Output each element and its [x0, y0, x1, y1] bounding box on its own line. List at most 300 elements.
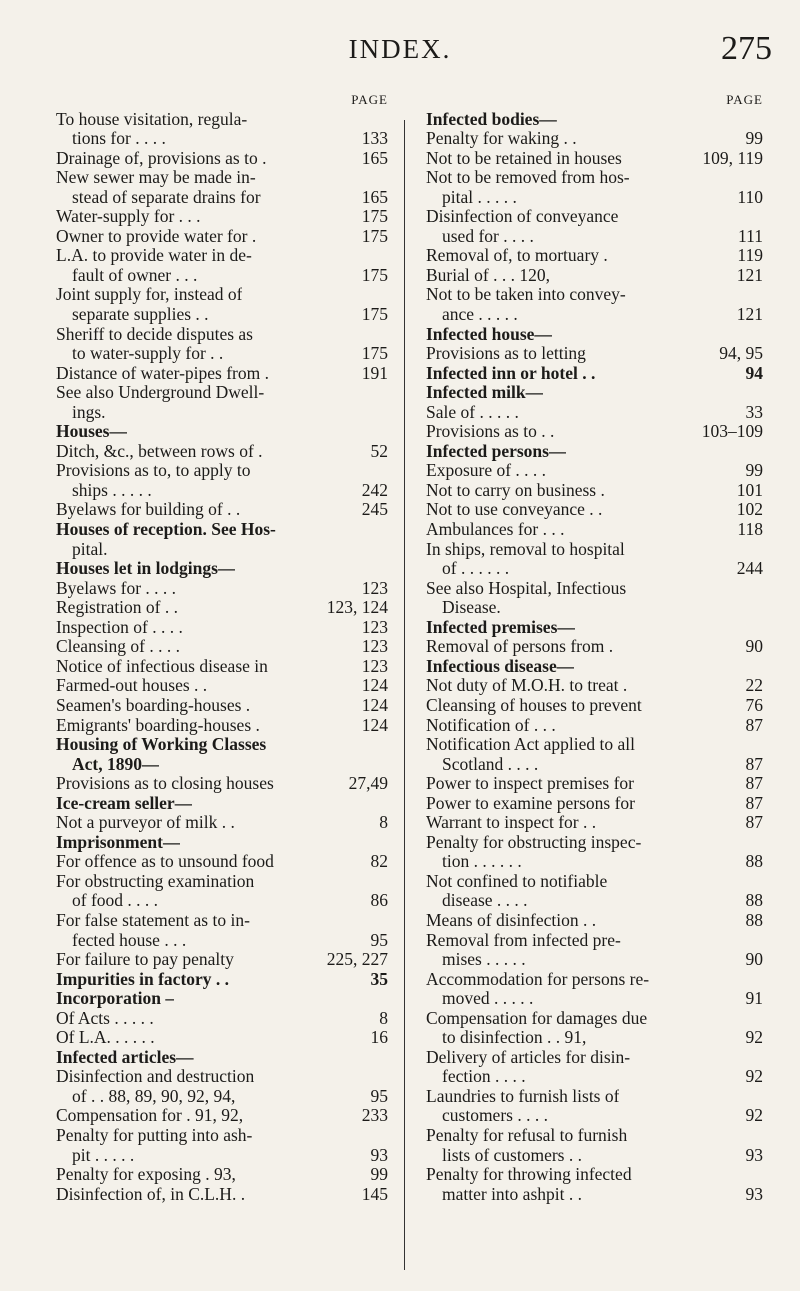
entry-page-ref: 175	[361, 344, 388, 364]
index-heading	[426, 325, 763, 345]
index-entry	[56, 1087, 388, 1107]
entry-page-ref: 233	[361, 1106, 388, 1126]
index-entry	[56, 1146, 388, 1166]
entry-text: Not to be retained in houses	[426, 148, 622, 168]
entry-text: Provisions as to, to apply to	[56, 461, 251, 481]
entry-text: Infected persons—	[426, 441, 567, 461]
index-entry	[426, 1048, 763, 1068]
index-entry	[426, 872, 763, 892]
index-heading	[56, 755, 388, 775]
entry-page-ref: 121	[736, 305, 763, 325]
entry-text: Infected house—	[426, 324, 552, 344]
entry-text: Not to be removed from hos-	[426, 168, 630, 188]
entry-text: Not to be taken into convey-	[426, 285, 626, 305]
entry-text: Provisions as to closing houses	[56, 774, 274, 794]
entry-page-ref: 94	[745, 363, 763, 383]
index-entry	[56, 540, 388, 560]
entry-text: Sale of . . . . .	[426, 402, 519, 422]
entry-text: Emigrants' boarding-houses .	[56, 715, 260, 735]
entry-page-ref: 92	[745, 1067, 763, 1087]
index-entry	[426, 1028, 763, 1048]
index-entry	[426, 481, 763, 501]
entry-text: Removal of persons from .	[426, 637, 614, 657]
entry-text: disease . . . .	[442, 891, 528, 911]
index-heading	[426, 110, 763, 130]
index-entry	[426, 813, 763, 833]
entry-page-ref: 121	[736, 265, 763, 285]
entry-page-ref: 118	[737, 520, 763, 540]
entry-page-ref: 111	[738, 226, 763, 246]
entry-text: used for . . . .	[442, 226, 534, 246]
index-entry	[426, 891, 763, 911]
entry-page-ref: 119	[737, 246, 763, 266]
index-entry	[56, 110, 388, 130]
index-entry	[426, 227, 763, 247]
entry-text: Sheriff to decide disputes as	[56, 324, 253, 344]
index-entry	[426, 676, 763, 696]
index-entry	[56, 1165, 388, 1185]
entry-text: fection . . . .	[442, 1067, 526, 1087]
index-entry	[56, 305, 388, 325]
entry-page-ref: 165	[361, 187, 388, 207]
entry-page-ref: 123	[361, 617, 388, 637]
entry-text: Penalty for refusal to furnish	[426, 1125, 628, 1145]
entry-page-ref: 91	[745, 989, 763, 1009]
entry-text: Penalty for exposing . 93,	[56, 1165, 236, 1185]
index-heading	[426, 383, 763, 403]
entry-page-ref: 99	[745, 461, 763, 481]
entry-page-ref: 242	[361, 480, 388, 500]
index-entry	[56, 931, 388, 951]
entry-text: of food . . . .	[72, 891, 159, 911]
entry-text: moved . . . . .	[442, 989, 534, 1009]
entry-page-ref: 82	[370, 852, 388, 872]
entry-text: Infected bodies—	[426, 109, 557, 129]
index-entry	[426, 931, 763, 951]
entry-text: Not confined to notifiable	[426, 871, 608, 891]
entry-page-ref: 123, 124	[326, 598, 388, 618]
entry-text: pital.	[72, 539, 108, 559]
entry-text: Ditch, &c., between rows of .	[56, 441, 263, 461]
entry-page-ref: 8	[379, 813, 388, 833]
index-entry	[56, 852, 388, 872]
entry-text: Drainage of, provisions as to .	[56, 148, 267, 168]
entry-page-ref: 88	[745, 891, 763, 911]
index-entry	[426, 207, 763, 227]
entry-text: Joint supply for, instead of	[56, 285, 243, 305]
index-entry	[426, 1009, 763, 1029]
entry-text: to water-supply for . .	[72, 344, 224, 364]
index-entry	[426, 149, 763, 169]
entry-text: Housing of Working Classes	[56, 735, 267, 755]
entry-text: Disinfection of, in C.L.H. .	[56, 1184, 246, 1204]
entry-text: Notification Act applied to all	[426, 735, 635, 755]
entry-text: Disease.	[442, 598, 501, 618]
entry-text: Not a purveyor of milk . .	[56, 813, 235, 833]
index-heading	[56, 989, 388, 1009]
entry-page-ref: 102	[736, 500, 763, 520]
entry-text: Cleansing of houses to prevent	[426, 695, 642, 715]
entry-text: Penalty for obstructing inspec-	[426, 832, 642, 852]
entry-text: pital . . . . .	[442, 187, 517, 207]
index-entry	[426, 989, 763, 1009]
entry-text: Of L.A. . . . . .	[56, 1028, 155, 1048]
entry-text: fault of owner . . .	[72, 265, 198, 285]
entry-text: Burial of . . . 120,	[426, 265, 550, 285]
index-heading	[426, 442, 763, 462]
index-entry	[426, 1185, 763, 1205]
index-entry	[56, 1009, 388, 1029]
entry-text: Infected articles—	[56, 1047, 194, 1067]
index-entry	[56, 246, 388, 266]
entry-page-ref: 33	[745, 402, 763, 422]
entry-page-ref: 93	[745, 1184, 763, 1204]
entry-page-ref: 52	[370, 441, 388, 461]
index-entry	[426, 598, 763, 618]
index-entry	[56, 364, 388, 384]
index-entry	[56, 676, 388, 696]
index-column-right	[426, 90, 763, 1204]
index-entry	[426, 950, 763, 970]
entry-text: See also Underground Dwell-	[56, 383, 265, 403]
entry-page-ref: 93	[370, 1145, 388, 1165]
entry-page-ref: 76	[745, 695, 763, 715]
index-entry	[56, 872, 388, 892]
entry-text: Notice of infectious disease in	[56, 656, 268, 676]
index-entry	[426, 246, 763, 266]
index-heading	[56, 794, 388, 814]
entry-page-ref: 92	[745, 1028, 763, 1048]
entry-text: Act, 1890—	[72, 754, 160, 774]
index-entry	[426, 852, 763, 872]
index-entry	[426, 403, 763, 423]
entry-text: Houses let in lodgings—	[56, 559, 236, 579]
index-entry	[56, 911, 388, 931]
index-entry	[426, 794, 763, 814]
index-entry	[426, 1126, 763, 1146]
page-column-label: PAGE	[726, 92, 763, 107]
entry-text: ings.	[72, 402, 106, 422]
entry-page-ref: 86	[370, 891, 388, 911]
index-entry	[426, 285, 763, 305]
entry-text: Disinfection and destruction	[56, 1067, 255, 1087]
entry-text: Infected premises—	[426, 617, 575, 637]
entry-page-ref: 103–109	[701, 422, 763, 442]
index-entry	[56, 774, 388, 794]
entry-text: Compensation for damages due	[426, 1008, 648, 1028]
entry-text: Byelaws for . . . .	[56, 578, 177, 598]
index-entry	[56, 383, 388, 403]
index-entry	[56, 403, 388, 423]
index-entry	[56, 637, 388, 657]
entry-text: mises . . . . .	[442, 950, 526, 970]
entry-page-ref: 90	[745, 637, 763, 657]
entry-text: Farmed-out houses . .	[56, 676, 208, 696]
entry-page-ref: 99	[745, 129, 763, 149]
entry-page-ref: 145	[361, 1184, 388, 1204]
index-entry	[56, 891, 388, 911]
entry-text: Incorporation –	[56, 989, 175, 1009]
entry-text: Exposure of . . . .	[426, 461, 547, 481]
entry-page-ref: 27,49	[348, 774, 388, 794]
entry-text: customers . . . .	[442, 1106, 548, 1126]
entry-text: Impurities in factory . .	[56, 969, 230, 989]
index-heading	[56, 520, 388, 540]
index-entry	[426, 305, 763, 325]
index-entry	[56, 188, 388, 208]
index-heading	[56, 735, 388, 755]
index-entry	[56, 618, 388, 638]
index-entry	[56, 129, 388, 149]
index-entry	[426, 755, 763, 775]
index-entry	[426, 735, 763, 755]
entry-page-ref: 92	[745, 1106, 763, 1126]
entry-page-ref: 124	[361, 676, 388, 696]
index-entry	[56, 344, 388, 364]
entry-text: Disinfection of conveyance	[426, 207, 619, 227]
index-entry	[426, 422, 763, 442]
index-entry	[56, 1028, 388, 1048]
entry-text: For obstructing examination	[56, 871, 255, 891]
index-entry	[426, 1087, 763, 1107]
entry-page-ref: 90	[745, 950, 763, 970]
entry-text: Distance of water-pipes from .	[56, 363, 269, 383]
index-entry	[56, 442, 388, 462]
entry-text: L.A. to provide water in de-	[56, 246, 252, 266]
entry-text: Imprisonment—	[56, 832, 181, 852]
entry-text: Provisions as to . .	[426, 422, 555, 442]
entry-text: In ships, removal to hospital	[426, 539, 625, 559]
index-entry	[56, 813, 388, 833]
entry-text: Houses of reception. See Hos-	[56, 520, 276, 540]
entry-page-ref: 101	[736, 480, 763, 500]
entry-text: ance . . . . .	[442, 305, 518, 325]
index-heading	[56, 1048, 388, 1068]
entry-text: Seamen's boarding-houses .	[56, 695, 251, 715]
entry-page-ref: 165	[361, 148, 388, 168]
index-entry	[56, 500, 388, 520]
entry-text: New sewer may be made in-	[56, 168, 256, 188]
entry-page-ref: 87	[745, 813, 763, 833]
entry-text: lists of customers . .	[442, 1145, 582, 1165]
index-entry	[426, 266, 763, 286]
index-entry	[56, 481, 388, 501]
entry-text: of . . 88, 89, 90, 92, 94,	[72, 1086, 236, 1106]
index-heading	[56, 833, 388, 853]
entry-page-ref: 93	[745, 1145, 763, 1165]
entry-text: Registration of . .	[56, 598, 178, 618]
entry-text: Compensation for . 91, 92,	[56, 1106, 244, 1126]
index-entry	[56, 461, 388, 481]
index-entry	[426, 579, 763, 599]
index-entry	[426, 637, 763, 657]
entry-page-ref: 245	[361, 500, 388, 520]
entry-text: Owner to provide water for .	[56, 226, 257, 246]
entry-page-ref: 123	[361, 637, 388, 657]
entry-page-ref: 244	[736, 559, 763, 579]
index-entry	[426, 1067, 763, 1087]
index-lines	[426, 110, 763, 1205]
entry-text: Delivery of articles for disin-	[426, 1047, 631, 1067]
index-entry	[426, 559, 763, 579]
entry-text: For false statement as to in-	[56, 910, 250, 930]
entry-text: To house visitation, regula-	[56, 109, 248, 129]
index-entry	[56, 285, 388, 305]
entry-text: Penalty for putting into ash-	[56, 1125, 253, 1145]
entry-text: of . . . . . .	[442, 559, 510, 579]
entry-text: Infected inn or hotel . .	[426, 363, 596, 383]
index-entry	[426, 1146, 763, 1166]
index-entry	[56, 716, 388, 736]
entry-text: fected house . . .	[72, 930, 187, 950]
entry-text: Not to use conveyance . .	[426, 500, 603, 520]
entry-page-ref: 16	[370, 1028, 388, 1048]
index-entry	[56, 325, 388, 345]
entry-text: Penalty for waking . .	[426, 129, 577, 149]
index-entry	[56, 149, 388, 169]
entry-text: to disinfection . . 91,	[442, 1028, 587, 1048]
index-column-left	[56, 90, 388, 1204]
index-entry	[426, 911, 763, 931]
index-entry	[56, 207, 388, 227]
index-entry	[56, 227, 388, 247]
entry-page-ref: 95	[370, 1086, 388, 1106]
index-heading	[426, 618, 763, 638]
index-entry	[56, 1185, 388, 1205]
page-header	[0, 30, 800, 74]
entry-page-ref: 22	[745, 676, 763, 696]
entry-page-ref: 175	[361, 265, 388, 285]
index-entry	[426, 1165, 763, 1185]
index-entry	[56, 1106, 388, 1126]
index-entry	[56, 1126, 388, 1146]
index-entry	[426, 344, 763, 364]
index-entry	[426, 970, 763, 990]
index-entry	[426, 500, 763, 520]
entry-page-ref: 191	[361, 363, 388, 383]
entry-page-ref: 175	[361, 305, 388, 325]
entry-text: Accommodation for persons re-	[426, 969, 650, 989]
index-entry	[426, 461, 763, 481]
index-entry	[426, 833, 763, 853]
entry-text: Power to examine persons for	[426, 793, 635, 813]
entry-text: Notification of . . .	[426, 715, 556, 735]
entry-text: Infected milk—	[426, 383, 544, 403]
index-entry	[56, 1067, 388, 1087]
index-heading	[426, 657, 763, 677]
entry-text: Water-supply for . . .	[56, 207, 201, 227]
index-heading	[56, 970, 388, 990]
index-heading	[56, 422, 388, 442]
entry-text: Removal of, to mortuary .	[426, 246, 608, 266]
entry-page-ref: 133	[361, 129, 388, 149]
index-entry	[56, 598, 388, 618]
entry-page-ref: 88	[745, 852, 763, 872]
index-entry	[426, 1106, 763, 1126]
entry-text: Inspection of . . . .	[56, 617, 183, 637]
index-entry	[56, 950, 388, 970]
index-entry	[56, 696, 388, 716]
entry-text: stead of separate drains for	[72, 187, 261, 207]
column-divider	[404, 120, 405, 1270]
entry-text: For offence as to unsound food	[56, 852, 274, 872]
entry-page-ref: 94, 95	[719, 344, 763, 364]
entry-text: Warrant to inspect for . .	[426, 813, 597, 833]
entry-text: Not duty of M.O.H. to treat .	[426, 676, 628, 696]
entry-page-ref: 88	[745, 910, 763, 930]
entry-text: Power to inspect premises for	[426, 774, 635, 794]
index-lines	[56, 110, 388, 1205]
entry-text: pit . . . . .	[72, 1145, 135, 1165]
entry-text: Scotland . . . .	[442, 754, 539, 774]
page-column-label: PAGE	[351, 92, 388, 107]
index-entry	[426, 540, 763, 560]
entry-page-ref: 87	[745, 754, 763, 774]
entry-text: Ice-cream seller—	[56, 793, 193, 813]
entry-page-ref: 87	[745, 715, 763, 735]
entry-text: matter into ashpit . .	[442, 1184, 582, 1204]
entry-text: ships . . . . .	[72, 480, 152, 500]
entry-text: separate supplies . .	[72, 305, 209, 325]
index-entry	[426, 168, 763, 188]
entry-page-ref: 87	[745, 774, 763, 794]
entry-text: Penalty for throwing infected	[426, 1165, 632, 1185]
entry-page-ref: 99	[370, 1165, 388, 1185]
entry-text: Not to carry on business .	[426, 480, 605, 500]
index-entry	[426, 696, 763, 716]
page-title: INDEX.	[348, 34, 452, 64]
entry-text: Ambulances for . . .	[426, 520, 565, 540]
entry-page-ref: 124	[361, 695, 388, 715]
entry-page-ref: 109, 119	[702, 148, 763, 168]
index-entry	[426, 774, 763, 794]
entry-page-ref: 95	[370, 930, 388, 950]
entry-page-ref: 123	[361, 578, 388, 598]
entry-text: Laundries to furnish lists of	[426, 1086, 620, 1106]
index-entry	[426, 520, 763, 540]
entry-page-ref: 110	[737, 187, 763, 207]
index-entry	[56, 266, 388, 286]
entry-page-ref: 123	[361, 656, 388, 676]
index-heading	[56, 559, 388, 579]
entry-text: Houses—	[56, 422, 127, 442]
entry-text: Infectious disease—	[426, 656, 575, 676]
entry-text: Cleansing of . . . .	[56, 637, 180, 657]
entry-page-ref: 87	[745, 793, 763, 813]
entry-page-ref: 175	[361, 207, 388, 227]
index-entry	[426, 129, 763, 149]
entry-text: For failure to pay penalty	[56, 950, 234, 970]
entry-text: Provisions as to letting	[426, 344, 586, 364]
page-number: 275	[721, 30, 772, 67]
index-entry	[56, 168, 388, 188]
entry-page-ref: 35	[370, 969, 388, 989]
entry-text: Of Acts . . . . .	[56, 1008, 154, 1028]
entry-page-ref: 175	[361, 226, 388, 246]
entry-page-ref: 8	[379, 1008, 388, 1028]
entry-text: See also Hospital, Infectious	[426, 578, 627, 598]
entry-text: Removal from infected pre-	[426, 930, 621, 950]
entry-text: tions for . . . .	[72, 129, 166, 149]
index-heading	[426, 364, 763, 384]
entry-page-ref: 124	[361, 715, 388, 735]
index-entry	[426, 716, 763, 736]
entry-page-ref: 225, 227	[326, 950, 388, 970]
entry-text: Byelaws for building of . .	[56, 500, 241, 520]
index-entry	[426, 188, 763, 208]
entry-text: Means of disinfection . .	[426, 910, 597, 930]
entry-text: tion . . . . . .	[442, 852, 522, 872]
